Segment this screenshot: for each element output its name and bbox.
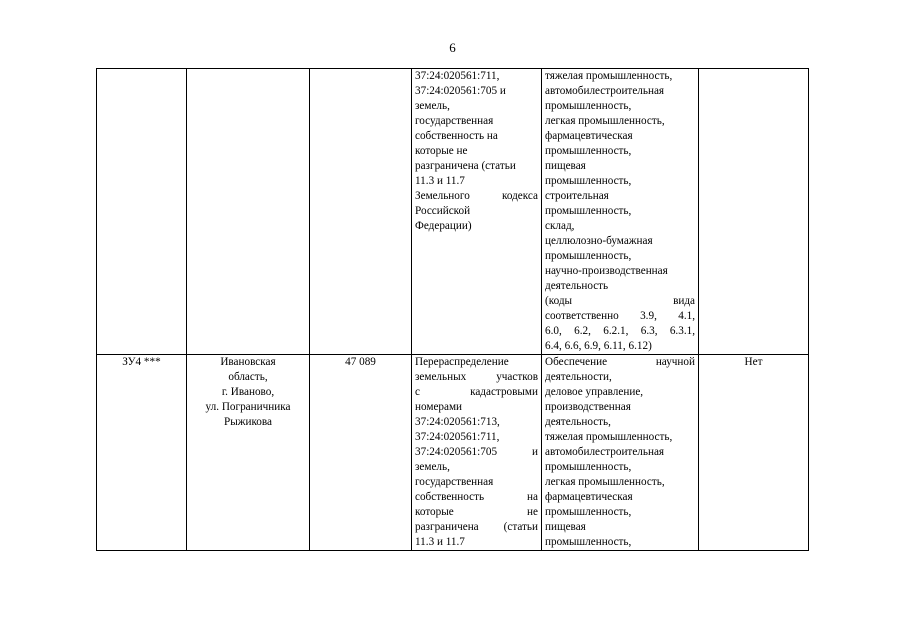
text-line: промышленность, [545, 250, 632, 262]
text-line: пищевая [545, 160, 586, 172]
word: вида [673, 295, 695, 307]
text-line-justified [545, 294, 695, 309]
text-line: 6.4, 6.6, 6.9, 6.11, 6.12) [545, 340, 652, 352]
text-line-justified [415, 445, 538, 460]
text-line-justified [415, 189, 538, 204]
formation-method-cell [412, 69, 542, 355]
word: собственность [415, 491, 485, 503]
text-line: промышленность, [545, 205, 632, 217]
text-line: 37:24:020561:711, [415, 431, 500, 443]
text-line: промышленность, [545, 506, 632, 518]
text-line: производственная [545, 401, 631, 413]
text-line: разграничена (статьи [415, 160, 516, 172]
word: (статьи [503, 521, 538, 533]
text-line: ул. Пограничника [205, 401, 291, 413]
encumbrance-value: Нет [744, 356, 763, 368]
word: и [532, 446, 538, 458]
text-line: Перераспределение [415, 356, 509, 368]
text-line: автомобилестроительная [545, 446, 665, 458]
text-line: Федерации) [415, 220, 472, 232]
text-line: Ивановская [220, 356, 276, 368]
word: 4.1, [678, 310, 695, 322]
text-line: промышленность, [545, 145, 632, 157]
text-line: земель, [415, 100, 450, 112]
text-line: 37:24:020561:711, [415, 70, 500, 82]
plot-id-cell [97, 69, 187, 355]
area-cell [310, 355, 412, 551]
text-line: номерами [415, 401, 463, 413]
text-line: промышленность, [545, 100, 632, 112]
text-line-justified [545, 355, 695, 370]
text-line: легкая промышленность, [545, 476, 665, 488]
address-cell [187, 69, 310, 355]
encumbrance-cell [699, 355, 809, 551]
text-line-justified [415, 505, 538, 520]
text-line: автомобилестроительная [545, 85, 665, 97]
text-line: государственная [415, 476, 494, 488]
text-line: склад, [545, 220, 575, 232]
area-cell [310, 69, 412, 355]
text-line: государственная [415, 115, 494, 127]
text-line: деятельность [545, 280, 609, 292]
word: на [527, 491, 538, 503]
word: которые [415, 506, 454, 518]
text-line: деловое управление, [545, 386, 644, 398]
table-row [97, 69, 809, 355]
text-line: 11.3 и 11.7 [415, 536, 465, 548]
text-line: легкая промышленность, [545, 115, 665, 127]
text-line-justified [415, 520, 538, 535]
word: Обеспечение [545, 356, 608, 368]
word: 6.3.1, [669, 325, 695, 337]
text-line: промышленность, [545, 175, 632, 187]
area-value: 47 089 [345, 356, 376, 368]
text-line: деятельность, [545, 416, 611, 428]
text-line: промышленность, [545, 536, 632, 548]
word: участков [496, 371, 538, 383]
word: разграничена [415, 521, 479, 533]
text-line: научно-производственная [545, 265, 668, 277]
text-line: Российской [415, 205, 471, 217]
text-line-justified [415, 385, 538, 400]
text-line: тяжелая промышленность, [545, 70, 673, 82]
text-line-justified [545, 309, 695, 324]
word: соответственно [545, 310, 619, 322]
address-cell [187, 355, 310, 551]
text-line-justified [415, 490, 538, 505]
word: Земельного [415, 190, 470, 202]
page-number: 6 [449, 40, 456, 55]
word: 6.2, [574, 325, 591, 337]
word: кадастровыми [470, 386, 538, 398]
text-line: собственность на [415, 130, 498, 142]
word: 6.2.1, [603, 325, 629, 337]
permitted-use-cell [542, 69, 699, 355]
word: не [527, 506, 538, 518]
table-row [97, 355, 809, 551]
word: с [415, 386, 420, 398]
text-line: 37:24:020561:705 и [415, 85, 506, 97]
plot-id: ЗУ4 *** [122, 356, 161, 368]
text-line: земель, [415, 461, 450, 473]
text-line: целлюлозно-бумажная [545, 235, 653, 247]
text-line: г. Иваново, [221, 386, 275, 398]
text-line: строительная [545, 190, 609, 202]
word: 6.0, [545, 325, 562, 337]
word: 37:24:020561:705 [415, 446, 498, 458]
text-line: деятельности, [545, 371, 612, 383]
text-line: тяжелая промышленность, [545, 431, 673, 443]
text-line: которые не [415, 145, 468, 157]
text-line: промышленность, [545, 461, 632, 473]
encumbrance-cell [699, 69, 809, 355]
text-line: Рыжикова [223, 416, 273, 428]
word: земельных [415, 371, 467, 383]
text-line: область, [228, 371, 268, 383]
text-line: пищевая [545, 521, 586, 533]
land-plots-table [96, 68, 809, 551]
word: кодекса [501, 190, 538, 202]
text-line: фармацевтическая [545, 130, 633, 142]
plot-id-cell [97, 355, 187, 551]
text-line: 37:24:020561:713, [415, 416, 500, 428]
text-line-justified [545, 324, 695, 339]
word: 3.9, [640, 310, 657, 322]
text-line: фармацевтическая [545, 491, 633, 503]
text-line-justified [415, 370, 538, 385]
formation-method-cell [412, 355, 542, 551]
word: (коды [545, 295, 573, 307]
word: научной [655, 356, 695, 368]
text-line: 11.3 и 11.7 [415, 175, 465, 187]
permitted-use-cell [542, 355, 699, 551]
word: 6.3, [640, 325, 658, 337]
